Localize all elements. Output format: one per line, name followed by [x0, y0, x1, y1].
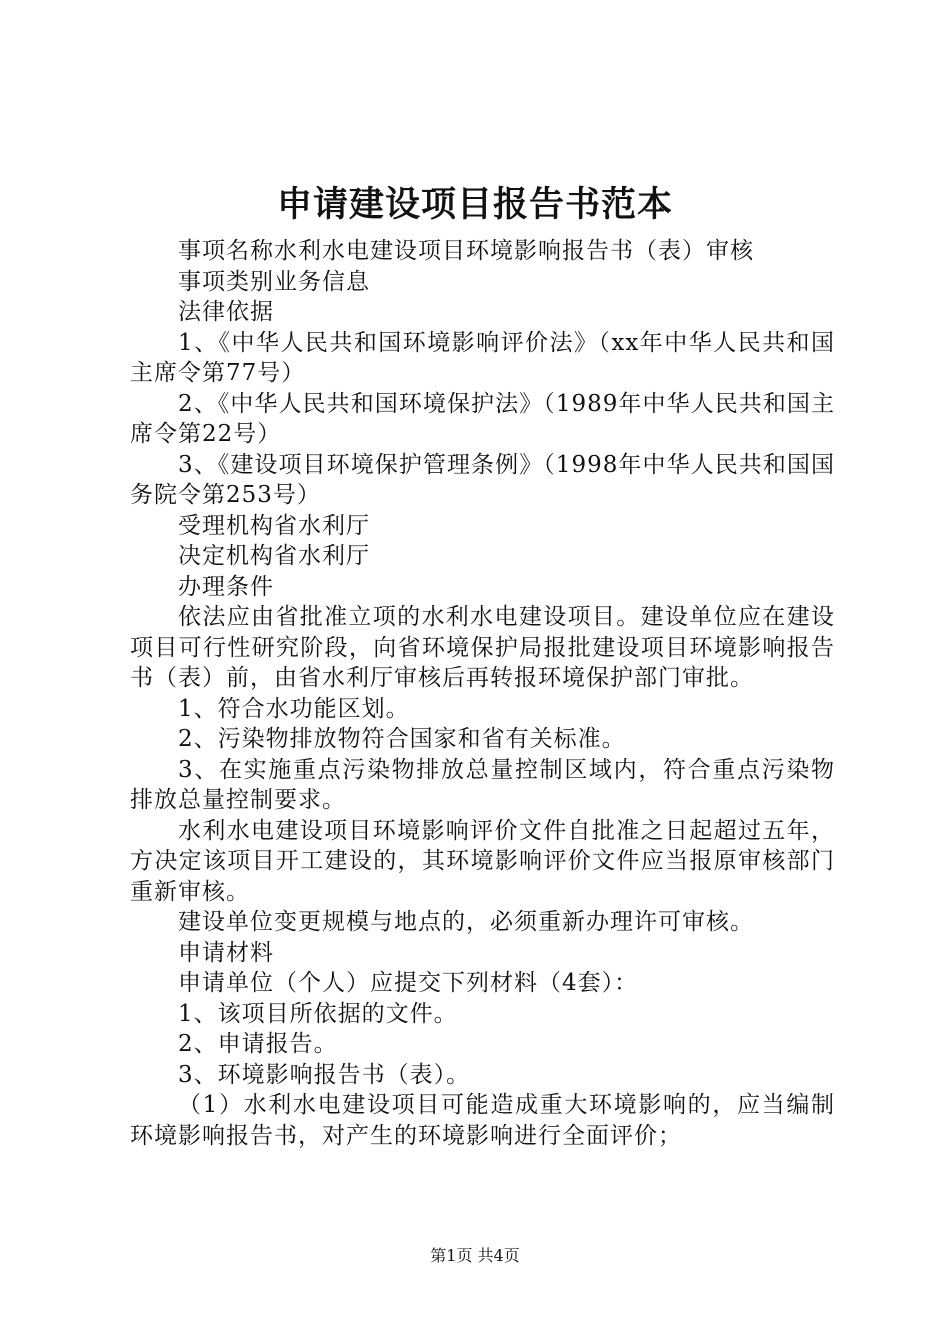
page-footer: 第1页 共4页 [430, 1246, 520, 1265]
paragraph: 2、申请报告。 [178, 1031, 338, 1057]
paragraph: 受理机构省水利厅 [178, 512, 370, 539]
paragraph: 3、环境影响报告书（表）。 [178, 1061, 471, 1088]
paragraph: 法律依据 [178, 299, 274, 325]
document-title: 申请建设项目报告书范本 [276, 185, 673, 225]
paragraph: 3、在实施重点污染物排放总量控制区域内，符合重点污染物排放总量控制要求。 [130, 756, 835, 813]
paragraph: 1、该项目所依据的文件。 [178, 1000, 458, 1027]
document-body [130, 236, 835, 1151]
paragraph: 申请单位（个人）应提交下列材料（4套）： [178, 970, 639, 996]
paragraph: （1）水利水电建设项目可能造成重大环境影响的，应当编制环境影响报告书，对产生的环境影响进行全面评价； [130, 1092, 835, 1149]
paragraph: 3、《建设项目环境保护管理条例》（1998年中华人民共和国国务院令第253号） [130, 451, 835, 508]
paragraph: 1、符合水功能区划。 [178, 695, 410, 722]
paragraph: 事项类别业务信息 [178, 268, 370, 295]
paragraph: 1、《中华人民共和国环境影响评价法》（xx年中华人民共和国主席令第77号） [130, 329, 835, 386]
paragraph: 建设单位变更规模与地点的，必须重新办理许可审核。 [178, 909, 754, 935]
paragraph: 水利水电建设项目环境影响评价文件自批准之日起超过五年，方决定该项目开工建设的，其环境影响评价文件应当报原审核部门重新审核。 [130, 817, 835, 905]
paragraph: 2、《中华人民共和国环境保护法》（1989年中华人民共和国主席令第22号） [130, 390, 835, 447]
paragraph: 办理条件 [178, 573, 274, 600]
paragraph: 申请材料 [178, 939, 274, 966]
paragraph: 事项名称水利水电建设项目环境影响报告书（表）审核 [178, 238, 754, 264]
paragraph: 2、污染物排放物符合国家和省有关标准。 [178, 726, 626, 752]
paragraph: 依法应由省批准立项的水利水电建设项目。建设单位应在建设项目可行性研究阶段，向省环境保护局报批建设项目环境影响报告书（表）前，由省水利厅审核后再转报环境保护部门审批。 [130, 604, 835, 691]
paragraph: 决定机构省水利厅 [178, 543, 370, 569]
